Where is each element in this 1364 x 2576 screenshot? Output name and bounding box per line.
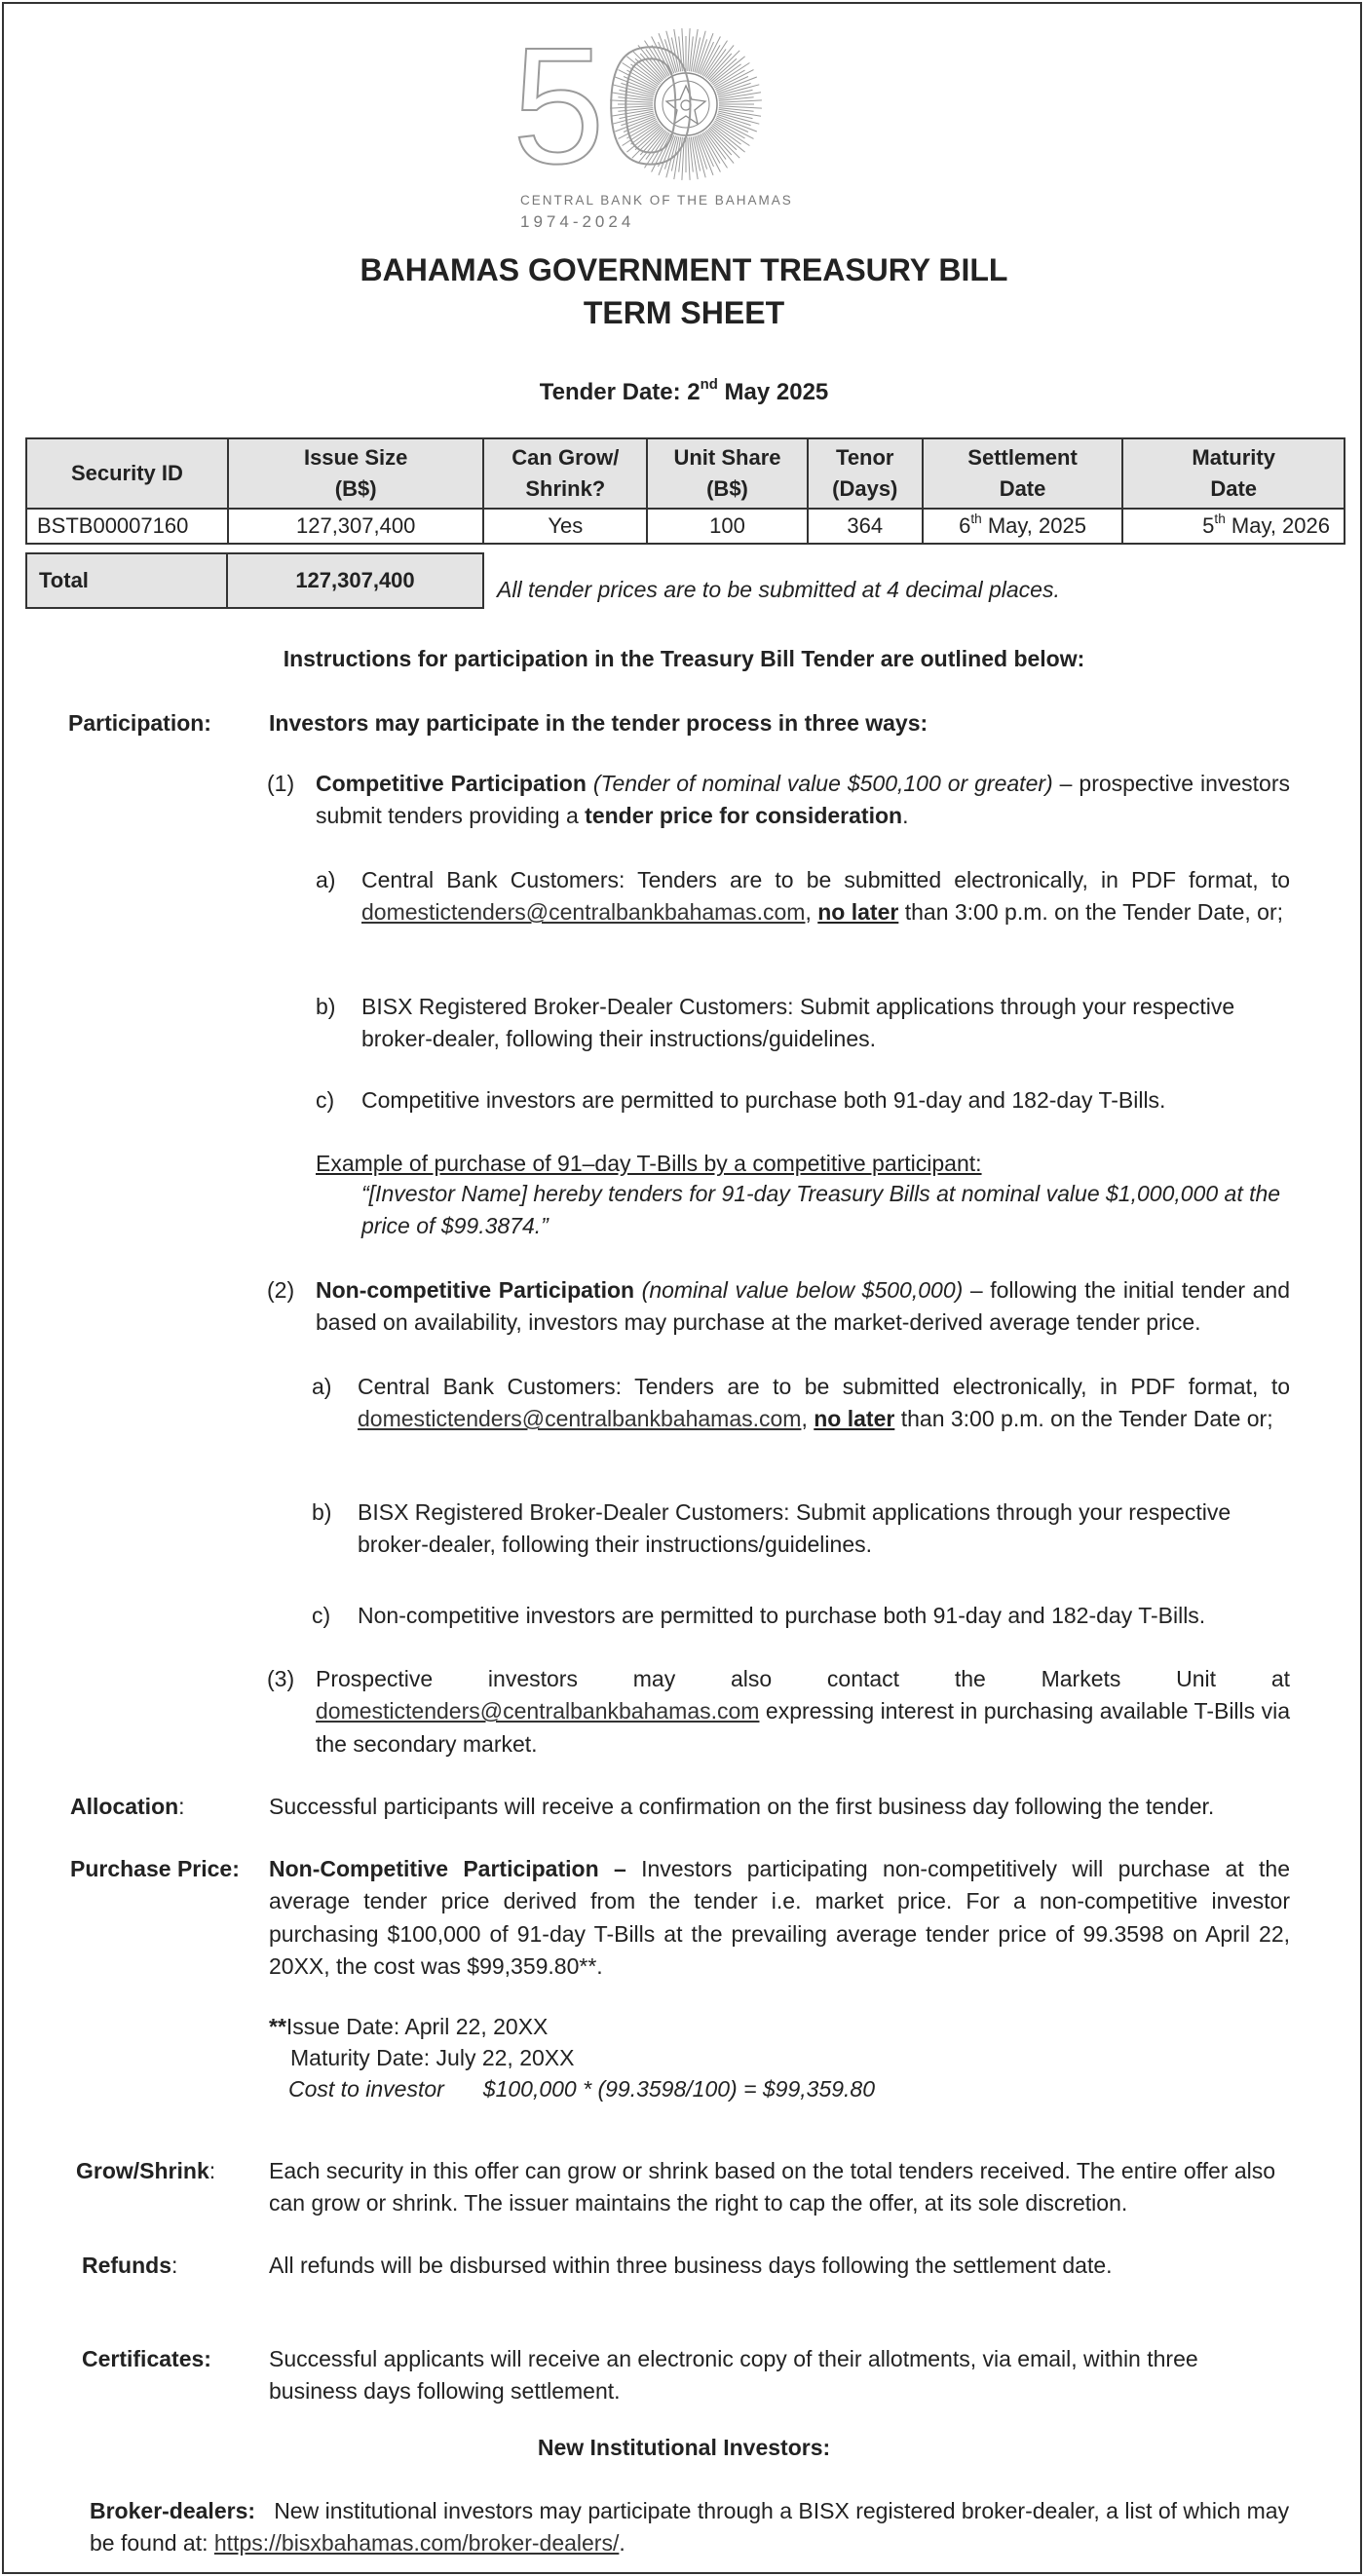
refunds-label: Refunds: — [82, 2253, 178, 2278]
cbob-50th-logo — [511, 21, 793, 231]
item1-text: Competitive Participation (Tender of nominal value $500,100 or greater) – prospective investors submit tenders providing a tender price for consideration. — [316, 771, 1291, 829]
page-title-line2: TERM SHEET — [583, 295, 785, 330]
table-header-row — [26, 438, 1345, 509]
item2-text: Non-competitive Participation (nominal value below $500,000) – following the initial tender and based on availability, investors may purchase at the market-derived average tender price. — [316, 1277, 1291, 1336]
header-issue-size: Issue Size (B$) — [228, 438, 484, 509]
cell-can-grow: Yes — [483, 509, 647, 544]
item2-b-text: BISX Registered Broker-Dealer Customers: Submit applications through your respective broker-dealer, following their instructions/guidelines. — [358, 1499, 1231, 1558]
participation-intro: Investors may participate in the tender process in three ways: — [269, 710, 928, 736]
total-row — [26, 553, 483, 608]
instructions-heading: Instructions for participation in the Treasury Bill Tender are outlined below: — [283, 646, 1085, 671]
header-settlement-date: Settlement Date — [923, 438, 1123, 509]
header-unit-share: Unit Share (B$) — [647, 438, 808, 509]
item1-b-label: b) — [316, 994, 336, 1019]
item1-email-link[interactable]: domestictenders@centralbankbahamas.com — [361, 899, 806, 926]
item1-a-label: a) — [316, 867, 336, 892]
page-title-line1: BAHAMAS GOVERNMENT TREASURY BILL — [360, 252, 1008, 287]
total-table — [25, 552, 484, 609]
purchase-price-label: Purchase Price: — [70, 1856, 240, 1881]
item1-c-label: c) — [316, 1087, 335, 1113]
header-tenor: Tenor (Days) — [808, 438, 923, 509]
example-quote: “[Investor Name] hereby tenders for 91-day Treasury Bills at nominal value $1,000,000 at the price of $99.3874.” — [361, 1181, 1281, 1239]
refunds-text: All refunds will be disbursed within three business days following the settlement date. — [269, 2253, 1113, 2278]
tender-date: Tender Date: 2nd May 2025 — [539, 376, 829, 405]
item2-a-label: a) — [312, 1374, 332, 1399]
example-title: Example of purchase of 91–day T-Bills by a competitive participant: — [316, 1151, 982, 1176]
table-row — [26, 509, 1345, 544]
term-sheet-page — [2, 2, 1362, 2574]
new-investors-heading: New Institutional Investors: — [537, 2435, 831, 2460]
item1-number: (1) — [267, 771, 295, 796]
total-value: 127,307,400 — [227, 553, 483, 608]
decimal-places-note: All tender prices are to be submitted at 4 decimal places. — [497, 577, 1060, 602]
maturity-date-line: Maturity Date: July 22, 20XX — [290, 2045, 575, 2070]
cell-security-id: BSTB00007160 — [26, 509, 228, 544]
item1-a-text: Central Bank Customers: Tenders are to be submitted electronically, in PDF format, to domestictenders@centralbankbahamas.com, no later than 3:00 p.m. on the Tender Date, or; — [361, 867, 1290, 926]
header-can-grow: Can Grow/ Shrink? — [483, 438, 647, 509]
cost-line: Cost to investor $100,000 * (99.3598/100) = $99,359.80 — [288, 2076, 876, 2102]
logo-number: 50 — [512, 21, 698, 187]
certificates-label: Certificates: — [82, 2346, 211, 2371]
item1-c-text: Competitive investors are permitted to purchase both 91-day and 182-day T-Bills. — [361, 1087, 1166, 1113]
issue-date-line: **Issue Date: April 22, 20XX — [269, 2014, 549, 2039]
item2-c-label: c) — [312, 1603, 331, 1628]
item2-a-text: Central Bank Customers: Tenders are to be submitted electronically, in PDF format, to domestictenders@centralbankbahamas.com, no later than 3:00 p.m. on the Tender Date or; — [358, 1374, 1290, 1432]
total-label: Total — [26, 553, 227, 608]
item2-number: (2) — [267, 1277, 295, 1303]
cell-tenor: 364 — [808, 509, 923, 544]
item2-email-link[interactable]: domestictenders@centralbankbahamas.com — [358, 1406, 802, 1432]
security-table — [25, 437, 1345, 545]
item3-email-link[interactable]: domestictenders@centralbankbahamas.com — [316, 1698, 760, 1724]
header-security-id: Security ID — [26, 438, 228, 509]
cell-settlement-date: 6th May, 2025 — [923, 509, 1123, 544]
cell-unit-share: 100 — [647, 509, 808, 544]
cell-issue-size: 127,307,400 — [228, 509, 484, 544]
item1-b-text: BISX Registered Broker-Dealer Customers: Submit applications through your respective broker-dealer, following their instructions/guidelines. — [361, 994, 1235, 1052]
logo-org-name: CENTRAL BANK OF THE BAHAMAS — [520, 193, 793, 208]
grow-shrink-text: Each security in this offer can grow or shrink based on the total tenders received. The entire offer also can grow or shrink. The issuer maintains the right to cap the offer, at its sole discretion. — [269, 2158, 1276, 2216]
purchase-price-text: Non-Competitive Participation – Investors participating non-competitively will purchase at the average tender price derived from the tender i.e. market price. For a non-competitive investor purchasing $100,000 of 91-day T-Bills at the prevailing average tender price of 99.3598 on April 22, 20XX, the cost was $99,359.80**. — [269, 1856, 1291, 1980]
sunburst-logo-graphic — [511, 21, 783, 187]
item2-b-label: b) — [312, 1499, 332, 1525]
item3-number: (3) — [267, 1666, 295, 1691]
header-maturity-date: Maturity Date — [1122, 438, 1345, 509]
allocation-label: Allocation: — [70, 1794, 185, 1819]
broker-dealers-text: Broker-dealers: New institutional investors may participate through a BISX registered broker-dealer, a list of which may be found at: https://bisxbahamas.com/broker-dealers/. — [90, 2498, 1296, 2557]
cell-maturity-date: 5th May, 2026 — [1122, 509, 1345, 544]
allocation-text: Successful participants will receive a confirmation on the first business day following the tender. — [269, 1794, 1215, 1819]
item3-text: Prospective investors may also contact the Markets Unit at domestictenders@centralbankbahamas.com expressing interest in purchasing available T-Bills via the secondary market. — [316, 1666, 1290, 1757]
logo-years: 1974-2024 — [520, 212, 635, 231]
broker-dealers-link[interactable]: https://bisxbahamas.com/broker-dealers/ — [213, 2530, 620, 2557]
certificates-text: Successful applicants will receive an electronic copy of their allotments, via email, within three business days following settlement. — [269, 2346, 1198, 2405]
grow-shrink-label: Grow/Shrink: — [76, 2158, 216, 2183]
participation-label: Participation: — [68, 710, 211, 736]
item2-c-text: Non-competitive investors are permitted to purchase both 91-day and 182-day T-Bills. — [358, 1603, 1206, 1628]
